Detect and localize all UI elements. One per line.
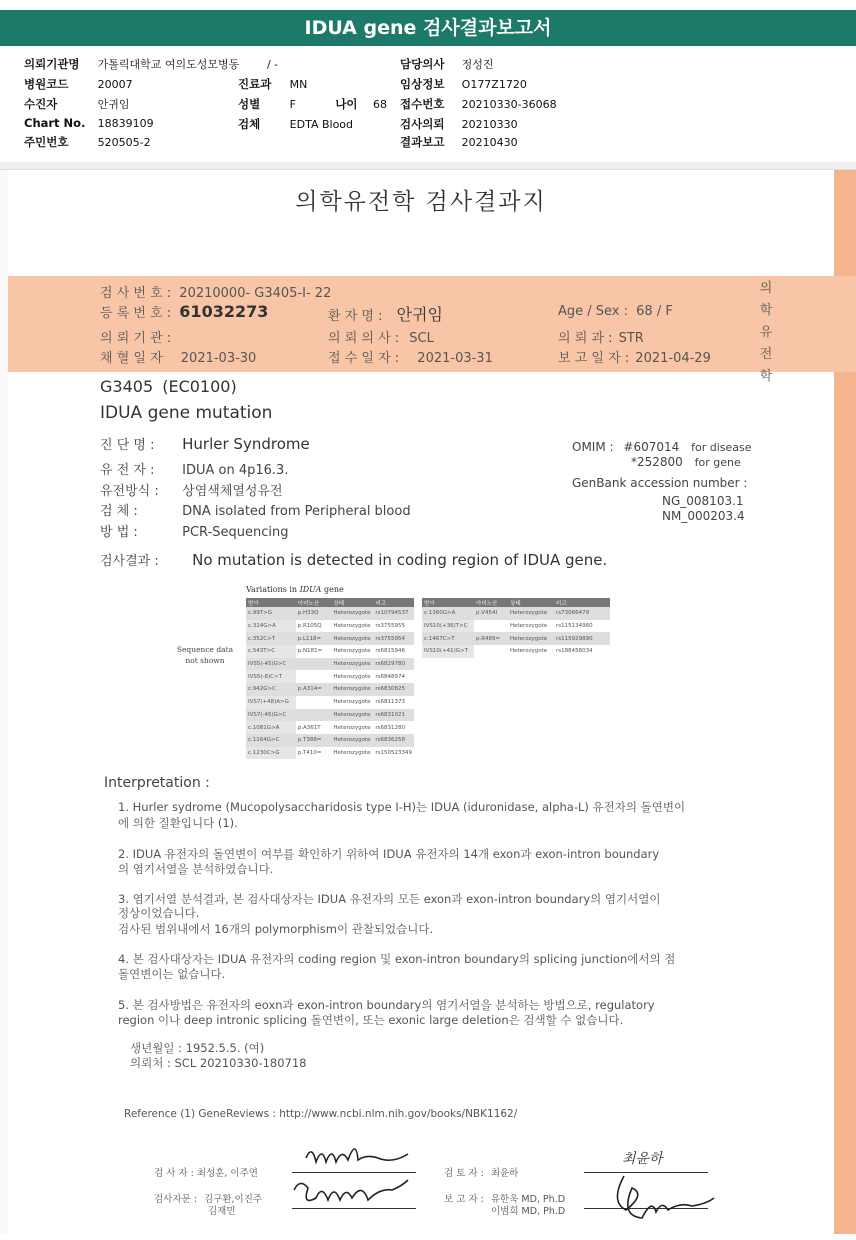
variant-cell: IVS7(-45)G>C bbox=[246, 709, 296, 722]
status-header: 상태 bbox=[508, 598, 554, 607]
institution-value: 가톨릭대학교 여의도성모병동 bbox=[97, 58, 240, 71]
receipt-date bbox=[328, 347, 493, 366]
collect-value: 2021-03-30 bbox=[180, 351, 257, 366]
amino-acid-cell: p.T388= bbox=[296, 734, 332, 747]
variant-cell: c.1081G>A bbox=[246, 721, 296, 734]
reviewer-handwritten-name: 최윤하 bbox=[622, 1151, 663, 1167]
scan-left-edge bbox=[0, 170, 8, 1234]
zygosity-cell: Heterozygote bbox=[333, 749, 371, 756]
interp-line-10: 5. 본 검사방법은 유전자의 eoxn과 exon-intron boundary의 염기서열을 분석하는 방법으로, regulatory bbox=[118, 998, 655, 1012]
variant-cell: c.1164G>C bbox=[246, 734, 296, 747]
request-row bbox=[400, 116, 518, 132]
zygosity-cell: Heterozygote bbox=[333, 648, 371, 655]
variant-row bbox=[246, 747, 414, 760]
amino-acid-cell bbox=[296, 696, 332, 709]
specimen-info bbox=[100, 500, 411, 519]
test-number bbox=[100, 282, 331, 301]
report-value: 20210430 bbox=[461, 136, 518, 149]
result bbox=[100, 550, 607, 569]
age-value: 68 bbox=[372, 98, 387, 111]
receipt-date-label: 접 수 일 자 : bbox=[328, 351, 400, 366]
institution-label: 의뢰기관명 bbox=[24, 57, 80, 71]
variant-cell: c.352C>T bbox=[246, 632, 296, 645]
zygosity-cell: Heterozygote bbox=[333, 699, 371, 706]
report-banner-title: IDUA gene 검사결과보고서 bbox=[0, 10, 856, 46]
variant-row bbox=[246, 645, 414, 658]
amino-acid-cell: p.L118= bbox=[296, 632, 332, 645]
dept-label: 진료과 bbox=[238, 77, 272, 91]
omim-gene bbox=[631, 455, 741, 469]
result-value: No mutation is detected in coding region of IDUA gene. bbox=[192, 551, 608, 569]
report-date-row bbox=[400, 134, 518, 150]
age-sex bbox=[558, 304, 673, 319]
age-label: 나이 bbox=[335, 97, 358, 111]
zygosity-cell: Heterozygote bbox=[508, 607, 554, 620]
section-separator bbox=[0, 162, 856, 170]
vertical-char: 학 bbox=[759, 303, 773, 318]
vertical-char: 유 bbox=[759, 325, 773, 340]
method bbox=[100, 521, 288, 540]
registration-label: 등 록 번 호 : bbox=[100, 306, 172, 321]
amino-acid-cell: p.H33Q bbox=[296, 607, 332, 620]
vertical-char: 학 bbox=[759, 369, 773, 384]
variant-header: 변이 bbox=[422, 598, 474, 607]
vertical-dept-label bbox=[756, 278, 776, 388]
variant-row bbox=[246, 709, 414, 722]
variant-cell: IVS5(-8)C>T bbox=[246, 670, 296, 683]
reviewer-name: 최윤하 bbox=[490, 1168, 519, 1179]
band-dept-value: STR bbox=[618, 331, 644, 346]
variant-row bbox=[422, 645, 610, 658]
amino-acid-cell: p.V454I bbox=[474, 607, 508, 620]
variant-cell: c.1360G>A bbox=[422, 607, 474, 620]
variant-row bbox=[422, 607, 610, 620]
variant-row bbox=[422, 632, 610, 645]
genbank-accession-1: NG_008103.1 bbox=[662, 494, 744, 508]
birth-date: 생년월일 : 1952.5.5. (여) bbox=[130, 1041, 265, 1055]
amino-header: 아미노산 bbox=[474, 598, 508, 607]
doctor-label: 담당의사 bbox=[400, 57, 445, 71]
interp-line-7: 검사된 범위내에서 16개의 polymorphism이 관찰되었습니다. bbox=[118, 922, 434, 936]
interp-line-4: 의 염기서열을 분석하였습니다. bbox=[118, 862, 274, 876]
report-date-value: 2021-04-29 bbox=[635, 351, 711, 366]
rsid-cell: rs115929890 bbox=[554, 632, 610, 645]
note-header: 비고 bbox=[554, 598, 610, 607]
band-dept-label: 의 뢰 과 : bbox=[558, 331, 613, 346]
chart-value: 18839109 bbox=[97, 117, 154, 130]
clinical-value: O177Z1720 bbox=[461, 78, 527, 91]
variant-cell: c.543T>C bbox=[246, 645, 296, 658]
amino-acid-cell bbox=[296, 670, 332, 683]
band-patient-label: 환 자 명 : bbox=[328, 309, 383, 324]
variant-cell: c.1467C>T bbox=[422, 632, 474, 645]
interp-line-11: region 이나 deep intronic splicing 돌연변이, 또는 exonic large deletion은 검색할 수 없습니다. bbox=[118, 1013, 624, 1027]
rsid-cell: rs6831280 bbox=[375, 724, 405, 731]
reviewer-label: 검 토 자 : bbox=[444, 1168, 484, 1179]
omim-disease-value: #607014 bbox=[623, 440, 680, 454]
variant-row bbox=[246, 734, 414, 747]
variant-row bbox=[246, 721, 414, 734]
amino-acid-cell: p.A361T bbox=[297, 724, 321, 731]
patient-label: 수진자 bbox=[24, 97, 58, 111]
rsid-cell: rs73066479 bbox=[554, 607, 610, 620]
variant-cell: IVS7(+48)A>G bbox=[246, 696, 296, 709]
rsid-cell: rs6811373 bbox=[375, 699, 405, 706]
patient-row bbox=[24, 96, 130, 112]
test-number-label: 검 사 번 호 : bbox=[100, 286, 172, 301]
rsid-cell: rs3755955 bbox=[375, 623, 405, 630]
tester-label: 검 사 자 : bbox=[154, 1168, 194, 1179]
receipt-date-value: 2021-03-31 bbox=[417, 351, 493, 366]
variant-cell: IVS5(-45)G>C bbox=[246, 658, 296, 671]
interp-line-6: 정상이었습니다. bbox=[118, 906, 200, 920]
amino-acid-cell bbox=[296, 658, 332, 671]
band-institution-label: 의 뢰 기 관 : bbox=[100, 331, 172, 346]
requester-value: SCL bbox=[409, 331, 434, 346]
rsid-cell: rs150523349 bbox=[375, 749, 412, 756]
interp-line-2: 에 의한 질환입니다 (1). bbox=[118, 816, 238, 830]
variant-row bbox=[422, 620, 610, 633]
advisor-names-1: 김구환,이진주 bbox=[203, 1194, 263, 1205]
test-name: IDUA gene mutation bbox=[100, 403, 273, 423]
clinical-label: 임상정보 bbox=[400, 77, 445, 91]
rsid-cell: rs6836258 bbox=[373, 734, 414, 747]
receipt-value: 20210330-36068 bbox=[461, 98, 557, 111]
request-label: 검사의뢰 bbox=[400, 117, 445, 131]
amino-acid-cell: p.R489= bbox=[474, 632, 508, 645]
chart-label: Chart No. bbox=[24, 116, 86, 130]
amino-acid-cell bbox=[296, 709, 332, 722]
interpretation-title: Interpretation : bbox=[104, 775, 210, 791]
variant-cell: IVS10(+41)G>T bbox=[422, 645, 474, 658]
amino-acid-cell: p.T410= bbox=[297, 749, 322, 756]
interp-line-1: 1. Hurler sydrome (Mucopolysaccharidosis type I-H)는 IDUA (iduronidase, alpha-L) 유전자의 돌연변이 bbox=[118, 800, 686, 814]
variant-row bbox=[246, 658, 414, 671]
variants-table-right bbox=[422, 598, 610, 658]
test-code-value: G3405 bbox=[100, 377, 154, 396]
variant-cell: c.942G>C bbox=[246, 683, 296, 696]
patient-value: 안귀임 bbox=[97, 98, 130, 111]
variant-cell: c.314G>A bbox=[246, 620, 296, 633]
interp-line-5: 3. 염기서열 분석결과, 본 검사대상자는 IDUA 유전자의 모든 exon과 exon-intron boundary의 염기서열이 bbox=[118, 892, 661, 906]
variant-row bbox=[246, 607, 414, 620]
diagnosis-value: Hurler Syndrome bbox=[182, 435, 310, 453]
amino-acid-cell: p.N181= bbox=[297, 648, 323, 655]
collect-label: 채 혈 일 자 bbox=[100, 351, 163, 366]
diagnosis-label: 진 단 명 : bbox=[100, 438, 155, 453]
rsid-cell: rs3755954 bbox=[373, 632, 414, 645]
variant-row bbox=[246, 632, 414, 645]
request-value: 20210330 bbox=[461, 118, 518, 131]
zygosity-cell: Heterozygote bbox=[331, 607, 373, 620]
test-number-value: 20210000- G3405-I- 22 bbox=[179, 286, 332, 301]
zygosity-cell: Heterozygote bbox=[331, 683, 373, 696]
dept-value: MN bbox=[289, 78, 308, 91]
variations-title-prefix: Variations in bbox=[246, 585, 300, 594]
zygosity-cell: Heterozygote bbox=[333, 623, 371, 630]
registration-number bbox=[100, 302, 268, 321]
requester bbox=[328, 327, 434, 346]
omim-label: OMIM : bbox=[572, 440, 614, 454]
inheritance-label: 유전방식 : bbox=[100, 484, 159, 499]
reviewer bbox=[444, 1165, 518, 1179]
result-label: 검사결과 : bbox=[100, 554, 159, 569]
zygosity-cell: Heterozygote bbox=[510, 648, 548, 655]
rsid-cell: rs10794537 bbox=[373, 607, 414, 620]
status-header: 상태 bbox=[331, 598, 373, 607]
omim-disease bbox=[572, 440, 752, 454]
zygosity-cell: Heterozygote bbox=[508, 632, 554, 645]
report-date bbox=[558, 347, 711, 366]
advisor-label: 검사자문 : bbox=[154, 1194, 197, 1205]
omim-gene-note: for gene bbox=[694, 456, 741, 469]
omim-gene-value: *252800 bbox=[631, 455, 683, 469]
genbank-label: GenBank accession number : bbox=[572, 476, 748, 490]
chart-row bbox=[24, 116, 154, 130]
inheritance bbox=[100, 480, 283, 499]
zygosity-cell: Heterozygote bbox=[331, 709, 373, 722]
variant-cell: IVS10(+36)T>C bbox=[422, 620, 474, 633]
doctor-value: 정성진 bbox=[461, 58, 494, 71]
reporter-signature bbox=[596, 1172, 720, 1232]
tester bbox=[154, 1165, 258, 1179]
variations-title-gene: IDUA bbox=[299, 585, 322, 594]
rsid-cell: rs6829780 bbox=[373, 658, 414, 671]
diagnosis bbox=[100, 434, 310, 453]
variant-row bbox=[246, 670, 414, 683]
age-sex-label: Age / Sex : bbox=[558, 304, 629, 319]
hospital-code-row bbox=[24, 76, 133, 92]
band-patient bbox=[328, 302, 443, 325]
amino-acid-cell: p.A314= bbox=[296, 683, 332, 696]
report-date-label: 보 고 일 자 : bbox=[558, 351, 630, 366]
variations-title bbox=[246, 585, 344, 594]
amino-acid-cell bbox=[474, 620, 508, 633]
document-title: 의학유전학 검사결과지 bbox=[295, 189, 547, 215]
variant-row bbox=[246, 683, 414, 696]
rsid-cell: rs6815946 bbox=[375, 648, 405, 655]
variants-table-left bbox=[246, 598, 414, 759]
amino-acid-cell: p.R105Q bbox=[297, 623, 322, 630]
specimen-value: EDTA Blood bbox=[289, 118, 354, 131]
receipt-label: 접수번호 bbox=[400, 97, 445, 111]
inheritance-value: 상염색체열성유전 bbox=[182, 484, 283, 499]
zygosity-cell: Heterozygote bbox=[331, 632, 373, 645]
report-label: 결과보고 bbox=[400, 135, 445, 149]
vertical-char: 전 bbox=[759, 347, 773, 362]
tester-names: 최성훈, 이주연 bbox=[196, 1168, 258, 1179]
rsid-cell: rs6848974 bbox=[375, 673, 405, 680]
interp-line-8: 4. 본 검사대상자는 IDUA 유전자의 coding region 및 exon-intron boundary의 splicing junction에서의 점 bbox=[118, 952, 676, 966]
gene bbox=[100, 459, 288, 478]
genbank-accession-2: NM_000203.4 bbox=[662, 509, 745, 523]
requester-code: 의뢰처 : SCL 20210330-180718 bbox=[130, 1056, 307, 1070]
hospital-code-value: 20007 bbox=[97, 78, 133, 91]
zygosity-cell: Heterozygote bbox=[331, 734, 373, 747]
zygosity-cell: Heterozygote bbox=[331, 658, 373, 671]
test-code bbox=[100, 377, 237, 396]
receipt-row bbox=[400, 96, 557, 112]
institution-row bbox=[24, 56, 278, 72]
requester-label: 의 뢰 의 사 : bbox=[328, 331, 400, 346]
collect-date bbox=[100, 347, 256, 366]
clinical-row bbox=[400, 76, 527, 92]
age-sex-value: 68 / F bbox=[636, 304, 673, 319]
amino-acid-cell bbox=[474, 645, 508, 658]
gene-value: IDUA on 4p16.3. bbox=[182, 463, 289, 478]
tester-signature bbox=[296, 1140, 416, 1176]
resident-row bbox=[24, 134, 151, 150]
hospital-code-label: 병원코드 bbox=[24, 77, 69, 91]
resident-value: 520505-2 bbox=[97, 136, 151, 149]
rsid-cell: rs6831021 bbox=[373, 709, 414, 722]
rsid-cell: rs6830825 bbox=[373, 683, 414, 696]
amino-header: 아미노산 bbox=[296, 598, 332, 607]
gene-label: 유 전 자 : bbox=[100, 463, 155, 478]
interp-line-3: 2. IDUA 유전자의 돌연변이 여부를 확인하기 위하여 IDUA 유전자의 14개 exon과 exon-intron boundary bbox=[118, 847, 660, 861]
variant-header: 변이 bbox=[246, 598, 296, 607]
variant-cell: c.99T>G bbox=[246, 607, 296, 620]
test-code-paren: (EC0100) bbox=[162, 377, 237, 396]
specimen-label: 검체 bbox=[238, 117, 261, 131]
variant-cell: c.1230C>G bbox=[246, 747, 296, 760]
note-header: 비고 bbox=[373, 598, 414, 607]
sequence-data-note: Sequence data not shown bbox=[176, 645, 234, 665]
band-patient-value: 안귀임 bbox=[396, 305, 443, 324]
registration-value: 61032273 bbox=[179, 302, 269, 321]
variant-row bbox=[246, 620, 414, 633]
zygosity-cell: Heterozygote bbox=[510, 623, 548, 630]
band-dept bbox=[558, 327, 644, 346]
doctor-row bbox=[400, 56, 494, 72]
variant-row bbox=[246, 696, 414, 709]
omim-disease-note: for disease bbox=[691, 441, 752, 454]
reporter-name-2: 이범희 MD, Ph.D bbox=[491, 1206, 566, 1217]
institution-dept: / - bbox=[266, 58, 279, 71]
sex-value: F bbox=[289, 98, 296, 111]
rsid-cell: rs115134960 bbox=[556, 623, 593, 630]
zygosity-cell: Heterozygote bbox=[333, 673, 371, 680]
resident-label: 주민번호 bbox=[24, 135, 69, 149]
specimen-info-label: 검 체 : bbox=[100, 504, 138, 519]
dept-row bbox=[238, 76, 307, 92]
vertical-char: 의 bbox=[759, 281, 773, 296]
advisor-signature bbox=[290, 1176, 416, 1212]
reporter-label: 보 고 자 : bbox=[444, 1194, 484, 1205]
reporter-name-1: 유한욱 MD, Ph.D bbox=[490, 1194, 566, 1205]
specimen-info-value: DNA isolated from Peripheral blood bbox=[182, 504, 411, 519]
advisor-names-2: 김재민 bbox=[208, 1206, 236, 1217]
zygosity-cell: Heterozygote bbox=[333, 724, 371, 731]
reference: Reference (1) GeneReviews : http://www.ncbi.nlm.nih.gov/books/NBK1162/ bbox=[124, 1108, 518, 1120]
method-label: 방 법 : bbox=[100, 525, 138, 540]
band-institution bbox=[100, 327, 171, 346]
method-value: PCR-Sequencing bbox=[182, 525, 289, 540]
sex-age-row bbox=[238, 96, 387, 112]
specimen-row bbox=[238, 116, 353, 132]
sex-label: 성별 bbox=[238, 97, 261, 111]
rsid-cell: rs188458034 bbox=[556, 648, 593, 655]
interp-line-9: 돌연변이는 없습니다. bbox=[118, 967, 226, 981]
variations-title-suffix: gene bbox=[321, 585, 344, 594]
